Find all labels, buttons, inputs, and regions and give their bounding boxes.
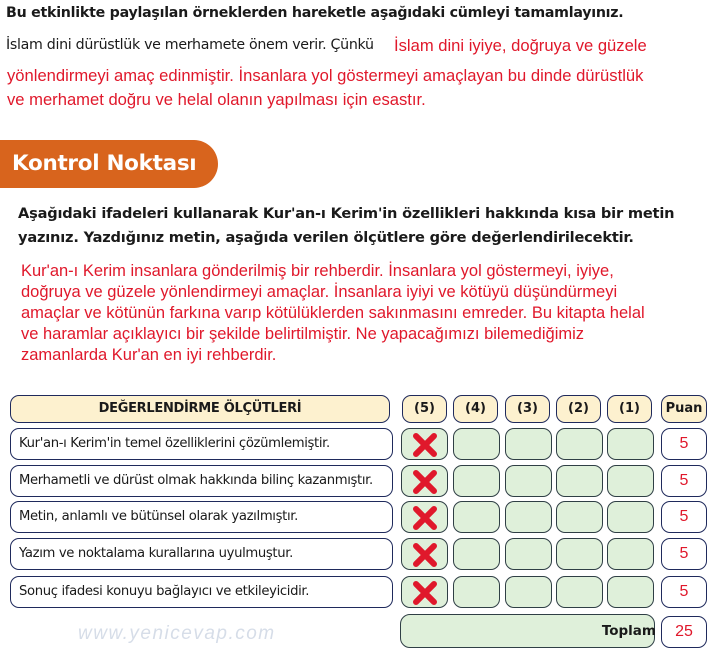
essay-line: amaçlar ve kötünün farkına varıp kötülüklerden sakınmasını emreder. Bu kitapta helal (21, 304, 645, 322)
section-banner: Kontrol Noktası (0, 140, 218, 188)
red-x-icon (411, 580, 439, 610)
criterion-text: Sonuç ifadesi konuyu bağlayıcı ve etkileyicidir. (10, 576, 393, 608)
score-cell[interactable] (401, 465, 448, 497)
essay-line: zamanlarda Kur'an en iyi rehberdir. (21, 346, 277, 364)
red-x-icon (411, 469, 439, 499)
score-cell[interactable] (607, 428, 654, 460)
score-cell[interactable] (505, 465, 552, 497)
points-cell: 5 (661, 538, 707, 570)
score-cell[interactable] (453, 428, 500, 460)
score-cell[interactable] (453, 501, 500, 533)
checkpoint-instruction: Aşağıdaki ifadeleri kullanarak Kur'an-ı Kerim'in özellikleri hakkında kısa bir metin (18, 205, 675, 222)
points-cell: 5 (661, 501, 707, 533)
score-cell[interactable] (505, 501, 552, 533)
sentence-prefix: İslam dini dürüstlük ve merhamete önem verir. Çünkü (6, 37, 374, 53)
essay-line: ve haramlar açıklayıcı bir şekilde belirtilmiştir. Ne yapacağımızı bilemediğimiz (21, 325, 585, 343)
score-cell[interactable] (505, 538, 552, 570)
score-cell[interactable] (556, 538, 603, 570)
points-cell: 5 (661, 465, 707, 497)
criterion-text: Kur'an-ı Kerim'in temel özelliklerini çözümlemiştir. (10, 428, 393, 460)
points-header: Puan (661, 395, 707, 423)
score-column-3: (3) (505, 395, 550, 423)
score-cell[interactable] (556, 501, 603, 533)
total-value: 25 (661, 616, 707, 648)
score-cell[interactable] (505, 576, 552, 608)
score-cell[interactable] (556, 465, 603, 497)
activity-instruction: Bu etkinlikte paylaşılan örneklerden hareketle aşağıdaki cümleyi tamamlayınız. (6, 5, 624, 21)
score-cell[interactable] (453, 576, 500, 608)
score-cell[interactable] (401, 501, 448, 533)
score-cell[interactable] (607, 538, 654, 570)
red-x-icon (411, 505, 439, 535)
essay-line: doğruya ve güzele yönlendirmeyi amaçlar. İnsanlara iyiyi ve kötüyü düşündürmeyi (21, 283, 618, 301)
answer-line: ve merhamet doğru ve helal olanın yapılması için esastır. (7, 90, 426, 109)
red-x-icon (411, 542, 439, 572)
score-column-2: (2) (556, 395, 601, 423)
answer-line: İslam dini iyiye, doğruya ve güzele (394, 36, 647, 55)
checkpoint-instruction: yazınız. Yazdığınız metin, aşağıda verilen ölçütlere göre değerlendirilecektir. (18, 229, 634, 246)
score-cell[interactable] (556, 428, 603, 460)
essay-line: Kur'an-ı Kerim insanlara gönderilmiş bir rehberdir. İnsanlara yol göstermeyi, iyiye, (21, 262, 614, 280)
score-cell[interactable] (401, 428, 448, 460)
score-column-5: (5) (402, 395, 447, 423)
score-cell[interactable] (401, 538, 448, 570)
score-cell[interactable] (401, 576, 448, 608)
answer-line: yönlendirmeyi amaç edinmiştir. İnsanlara yol göstermeyi amaçlayan bu dinde dürüstlük (7, 66, 644, 85)
score-cell[interactable] (607, 576, 654, 608)
points-cell: 5 (661, 428, 707, 460)
points-cell: 5 (661, 576, 707, 608)
criterion-text: Merhametli ve dürüst olmak hakkında bilinç kazanmıştır. (10, 465, 393, 497)
score-cell[interactable] (453, 465, 500, 497)
score-cell[interactable] (453, 538, 500, 570)
score-cell[interactable] (607, 501, 654, 533)
score-cell[interactable] (505, 428, 552, 460)
score-cell[interactable] (556, 576, 603, 608)
criterion-text: Yazım ve noktalama kurallarına uyulmuştur. (10, 538, 393, 570)
red-x-icon (411, 432, 439, 462)
score-column-4: (4) (453, 395, 498, 423)
criterion-text: Metin, anlamlı ve bütünsel olarak yazılmıştır. (10, 501, 393, 533)
rubric-header: DEĞERLENDİRME ÖLÇÜTLERİ (10, 395, 390, 423)
score-cell[interactable] (607, 465, 654, 497)
score-column-1: (1) (607, 395, 652, 423)
watermark: www.yenicevap.com (78, 623, 276, 644)
total-label: Toplam (601, 623, 656, 639)
